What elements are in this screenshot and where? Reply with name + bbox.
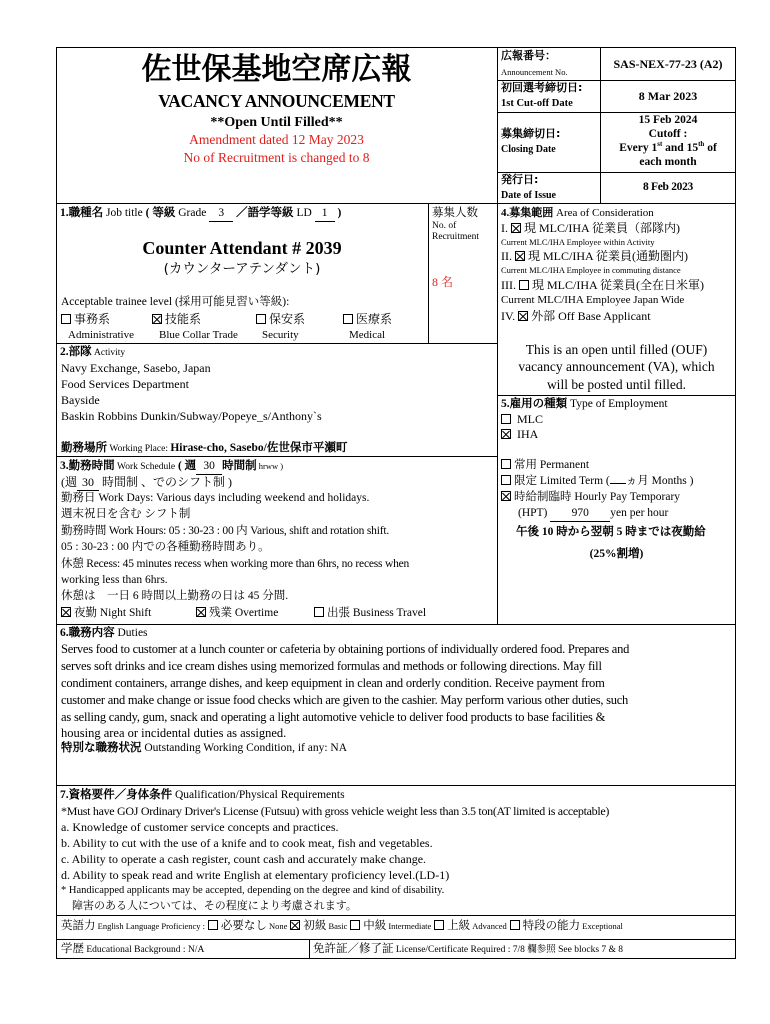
qualification-line-5: d. Ability to speak read and write English at elementary proficiency level.(LD-1) [61,868,450,882]
option-night-shift: 夜勤 Night Shift [61,606,151,621]
job-title-heading: 1.職種名 Job title ( 等級 Grade 3 ／語学等級 LD 1 ) [60,206,341,222]
divider-area-employment [497,395,736,396]
qualification-line-3: b. Ability to cut with the use of a knife and to cook meat, fish and vegetables. [61,836,433,850]
ouf-line-1: This is an open until filled (OUF) [525,342,708,357]
english-proficiency-row: 英語力 English Language Proficiency : 必要なし None 初級 Basic 中級 Intermediate 上級 Advanced 特段の能力 Exceptional [61,920,623,932]
ld-value: 1 [315,206,335,222]
level-administrative: 事務系 [61,312,110,327]
open-until-filled: **Open Until Filled** [210,115,343,130]
checkbox-limited-term[interactable] [501,475,511,485]
night-pay-line-2: (25%割増) [589,548,644,560]
level-security: 保安系 [256,312,305,327]
checkbox-area-4[interactable] [518,311,528,321]
announcement-no-label-en: Announcement No. [501,67,568,77]
schedule-line-4: 勤務時間 Work Hours: 05 : 30-23 : 00 内 Various, shift and rotation shift. [61,525,390,537]
employment-limited: 限定 Limited Term ( ヵ月 Months ) [501,474,694,489]
schedule-line-6: 休憩 Recess: 45 minutes recess when working more than 6hrs, no recess when [61,558,410,570]
activity-line-3: Bayside [61,393,100,407]
educational-background: 学歴 Educational Background : N/A [61,943,205,955]
night-pay-line-1: 午後 10 時から翌朝 5 時までは夜勤給 [516,526,706,538]
employment-mlc: MLC [501,412,543,427]
title-jp: 佐世保基地空席広報 [141,52,412,87]
ouf-line-3: will be posted until filled. [546,377,687,392]
divider-duties [56,624,736,625]
recruitment-change-note: No of Recruitment is changed to 8 [183,150,370,165]
amendment-note: Amendment dated 12 May 2023 [189,132,364,147]
recruit-count: 8 名 [432,275,454,289]
qualification-line-1: *Must have GOJ Ordinary Driver's License (Futsuu) with gross vehicle weight less than 3.5 ton(AT limited is acceptable) [61,804,610,818]
trainee-level-label: Acceptable trainee level (採用可能見習い等級): [61,296,290,308]
recruit-label-en-1: No. of [432,221,457,231]
license-required: 免許証／修了証 License/Certificate Required : 7/8 欄参照 See blocks 7 & 8 [313,943,624,955]
schedule-line-7: working less than 6hrs. [61,574,168,586]
divider-qualifications [56,785,736,786]
qualification-line-4: c. Ability to operate a cash register, count cash and accurately make change. [61,852,427,866]
level-blue-collar-en: Blue Collar Trade [159,329,238,341]
recruit-label-jp: 募集人数 [432,207,478,219]
issue-label-en: Date of Issue [501,190,556,201]
schedule-line-3: 週末祝日を含む シフト制 [61,508,191,520]
border-bottom [56,958,736,959]
activity-line-1: Navy Exchange, Sasebo, Japan [61,361,211,375]
checkbox-english-intermediate[interactable] [350,920,360,930]
employment-iha: IHA [501,427,538,442]
recruit-label-en-2: Recruitment [432,232,479,242]
area-item-3-sub: Current MLC/IHA Employee Japan Wide [501,294,685,306]
border-right [735,47,736,959]
schedule-line-1: (週 30 時間制 、でのシフト制 ) [61,475,232,489]
level-blue-collar: 技能系 [152,312,201,327]
checkbox-area-1[interactable] [511,223,521,233]
qualifications-heading: 7.資格要件／身体条件 Qualification/Physical Requirements [60,789,345,801]
job-title-jp: (カウンターアテンダント) [163,261,321,277]
grade-value: 3 [209,206,233,222]
announcement-no-value: SAS-NEX-77-23 (A2) [613,57,723,71]
area-item-1: I. 現 MLC/IHA 従業員（部隊内) [501,221,681,235]
employment-permanent: 常用 Permanent [501,458,589,473]
checkbox-security[interactable] [256,314,266,324]
divider-english [56,915,736,916]
activity-heading: 2.部隊 Activity [60,346,126,358]
area-item-2: II. 現 MLC/IHA 従業員(通勤圏内) [501,249,688,263]
level-medical: 医療系 [343,312,392,327]
schedule-line-8: 休憩は 一日 6 時間以上勤務の日は 45 分間. [61,590,289,602]
option-overtime: 残業 Overtime [196,606,278,621]
checkbox-hourly-temporary[interactable] [501,491,511,501]
first-cutoff-label-jp: 初回選考締切日: [501,81,583,94]
employment-hourly: 時給制臨時 Hourly Pay Temporary [501,490,680,505]
activity-line-4: Baskin Robbins Dunkin/Subway/Popeye_s/Anthony`s [61,409,322,423]
checkbox-english-exceptional[interactable] [510,920,520,930]
area-heading: 4.募集範囲 Area of Consideration [501,207,654,219]
duties-line-4: customer and make change or issue food checks which are given to the cashier. May perform various other duties, such [61,693,628,707]
level-security-en: Security [262,329,299,341]
divider-header-info [497,47,498,203]
issue-label-jp: 発行日: [501,173,539,186]
closing-line-3: Every 1st and 15th of [619,140,717,154]
schedule-line-2: 勤務日 Work Days: Various days including weekend and holidays. [61,492,370,504]
area-item-4: IV. 外部 Off Base Applicant [501,309,651,323]
closing-label-en: Closing Date [501,144,556,155]
first-cutoff-label-en: 1st Cut-off Date [501,98,573,109]
divider-header-bottom [56,203,736,204]
closing-line-2: Cutoff : [648,128,688,140]
first-cutoff-value: 8 Mar 2023 [638,89,698,103]
week-hours-value: 30 [196,459,222,475]
area-item-1-sub: Current MLC/IHA Employee within Activity [501,237,655,247]
area-item-2-sub: Current MLC/IHA Employee in commuting distance [501,265,681,275]
checkbox-business-travel[interactable] [314,607,324,617]
duties-line-5: as selling candy, gum, snack and operating a light automotive vehicle to deliver food products to base facilities & [61,710,606,724]
duties-line-3: condiment containers, arrange dishes, and keep equipment in clean and orderly condition. Receive payment from [61,676,605,690]
title-en: VACANCY ANNOUNCEMENT [158,91,395,111]
checkbox-english-basic[interactable] [290,920,300,930]
closing-line-1: 15 Feb 2024 [638,114,698,126]
job-title-en: Counter Attendant # 2039 [142,238,342,258]
handicap-note-jp: 障害のある人については、その程度により考慮されます。 [72,900,357,912]
special-condition: 特別な職務状況 Outstanding Working Condition, if any: NA [61,742,348,754]
option-business-travel: 出張 Business Travel [314,606,426,621]
checkbox-english-none[interactable] [208,920,218,930]
checkbox-area-2[interactable] [515,251,525,261]
checkbox-area-3[interactable] [519,280,529,290]
closing-line-4: each month [639,156,697,168]
ouf-line-2: vacancy announcement (VA), which [518,359,715,374]
checkbox-english-advanced[interactable] [434,920,444,930]
checkbox-overtime[interactable] [196,607,206,617]
checkbox-medical[interactable] [343,314,353,324]
duties-line-6: housing area or incidental duties as assigned. [61,726,287,740]
duties-heading: 6.職務内容 Duties [60,627,148,639]
qualification-line-2: a. Knowledge of customer service concepts and practices. [61,820,339,834]
announcement-no-label-jp: 広報番号： [501,49,556,62]
employment-hpt: (HPT) 970 yen per hour [518,506,668,522]
duties-line-1: Serves food to customer at a lunch counter or cafeteria by obtaining portions of individually ordered food. Prepares and [61,642,630,656]
divider-recruit [428,203,429,343]
divider-job-activity [56,343,498,344]
schedule-heading: 3.勤務時間 Work Schedule ( 週 30 時間制 hrww ) [60,459,283,475]
hpt-rate-value: 970 [550,506,610,522]
checkbox-mlc[interactable] [501,414,511,424]
working-place: 勤務場所 Working Place: Hirase-cho, Sasebo/佐世保市平瀬町 [61,442,348,454]
checkbox-night-shift[interactable] [61,607,71,617]
closing-label-jp: 募集締切日: [501,127,561,140]
checkbox-blue-collar[interactable] [152,314,162,324]
border-top [56,47,736,48]
level-medical-en: Medical [349,329,386,341]
divider-footer-mid [309,939,310,959]
duties-line-2: serves soft drinks and ice cream dishes using memorized formulas and methods or following directions. May fill [61,659,602,673]
employment-heading: 5.雇用の種類 Type of Employment [501,398,668,410]
divider-footer [56,939,736,940]
checkbox-iha[interactable] [501,429,511,439]
border-left [56,47,57,959]
schedule-line-5: 05 : 30-23 : 00 内での各種勤務時間あり。 [61,541,270,553]
level-administrative-en: Administrative [68,329,134,341]
checkbox-permanent[interactable] [501,459,511,469]
issue-date-value: 8 Feb 2023 [642,181,694,193]
activity-line-2: Food Services Department [61,377,189,391]
checkbox-administrative[interactable] [61,314,71,324]
handicap-note-en: * Handicapped applicants may be accepted, depending on the degree and kind of disability. [61,885,445,896]
area-item-3: III. 現 MLC/IHA 従業員(全在日米軍) [501,278,704,292]
